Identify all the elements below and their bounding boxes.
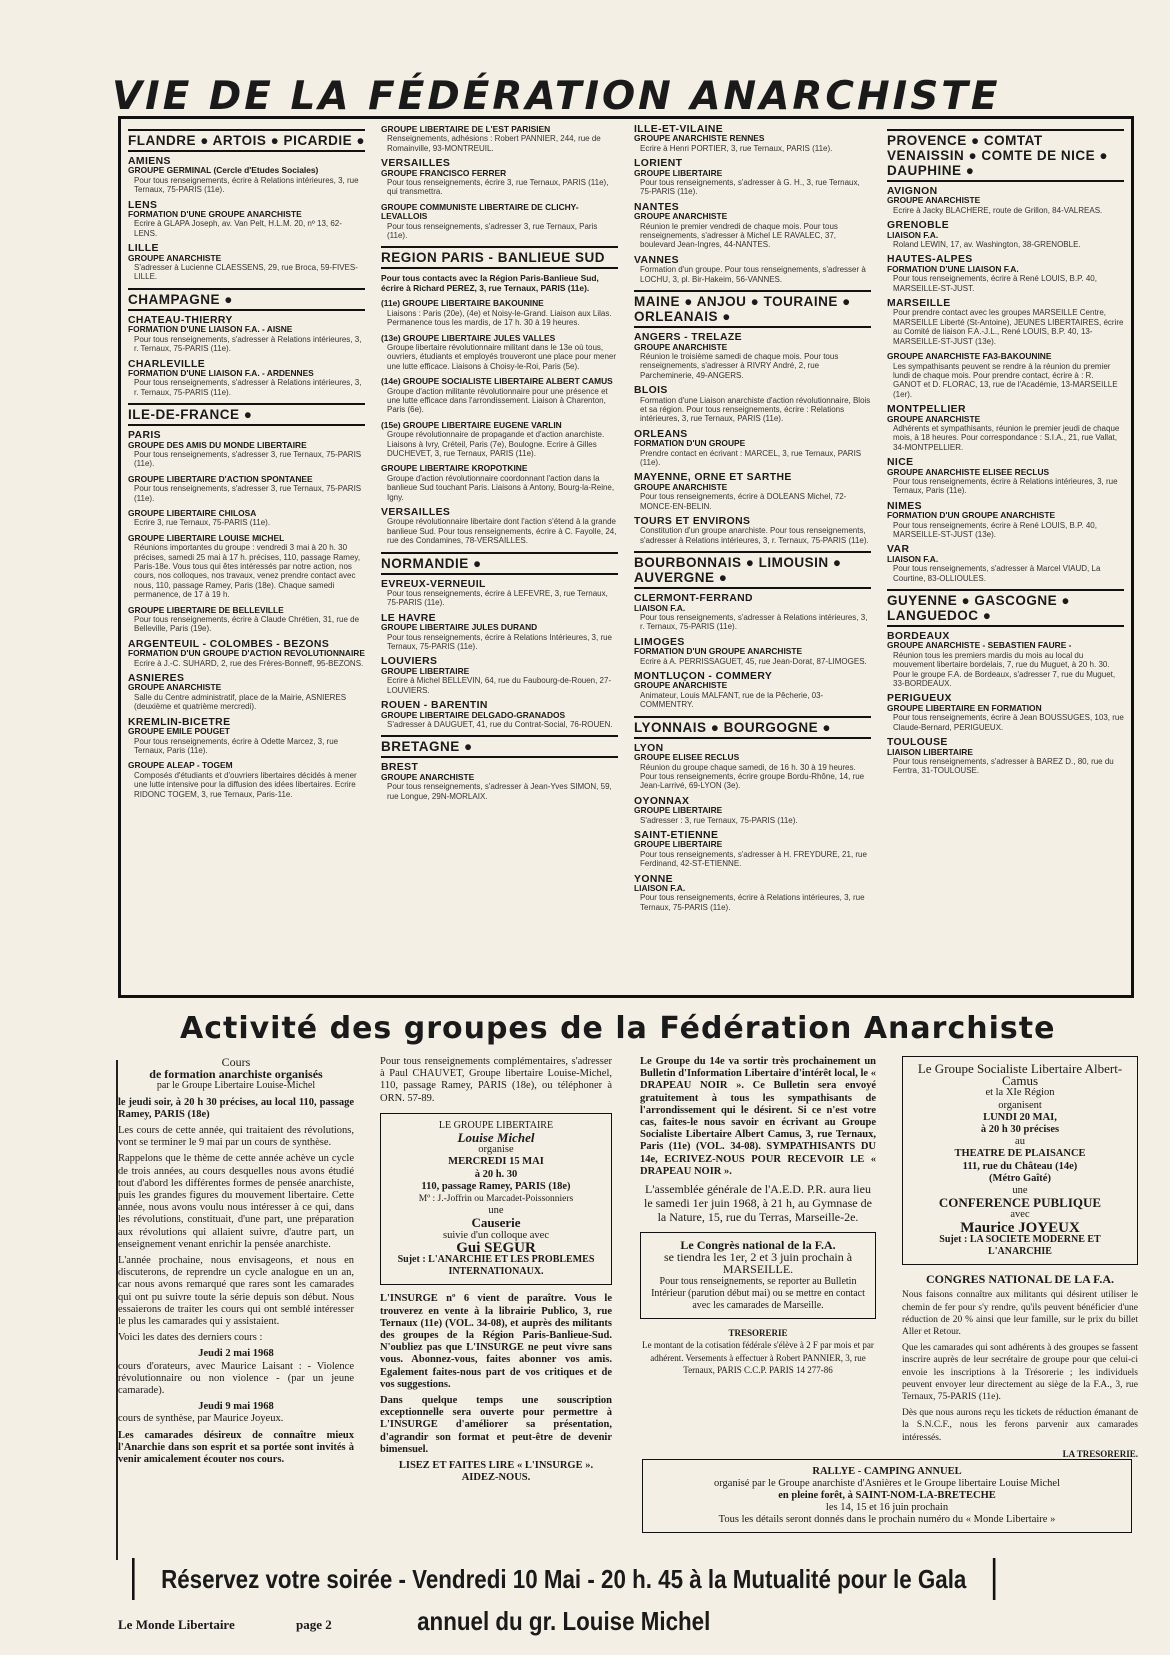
box-line: au (1015, 1136, 1025, 1148)
entry-text: Pour tous renseignements, écrire à Relations Intérieures, 3, rue Ternaux, 75-PARIS (11e). (387, 632, 613, 652)
course-organizer: par le Groupe Libertaire Louise-Michel (156, 1080, 316, 1092)
box-line: Louise Michel (457, 1130, 535, 1146)
entry-text: Groupe révolutionnaire de propagande et d'action anarchiste. Liaisons à Ivry, Créteil, Paris (7e), Boulogne. Ecrire à Gilles DUCHEVET, 3, rue Ternaux, PARIS (11e). (387, 430, 605, 458)
directory-entry (634, 672, 871, 710)
box-line: CONFERENCE PUBLIQUE (938, 1195, 1102, 1211)
entry-group: GROUPE LIBERTAIRE DELGADO-GRANADOS (381, 709, 566, 720)
entry-text: Groupe d'action révolutionnaire coordonnant l'action dans la banlieue Sud touchant Paris. Liaisons à Antony, Bourg-la-Reine, Igny. (387, 473, 615, 502)
drapeau-noir-paragraph: Le Groupe du 14e va sortir très prochainement un Bulletin d'Information Libertaire d'intérêt local, le « DRAPEAU NOIR ». Ce Bulletin sera envoyé gratuitement à tous les sympathisants de l'arrondissement qui le désirent. Si ce n'est votre cas, faites-le nous savoir en écrivant au Groupe Socialiste Libertaire Albert Camus, 3, rue Ternaux, Paris (11e) (VOL. 34-08). SYMPATHISANTS DU 14e, ECRIVEZ-NOUS POUR RECEVOIR LE « DRAPEAU NOIR ». (640, 1056, 876, 1177)
entry-group: GROUPE ELISEE RECLUS (634, 752, 740, 763)
entry-group: LIAISON F.A. (887, 553, 939, 564)
assembly-paragraph: L'assemblée générale de l'A.E.D. P.R. aura lieu le samedi 1er juin 1968, à 21 h, au Gymnase de la Nature, 15, rue du Terras, Marseille-2e. (644, 1182, 872, 1225)
entry-city: LOUVIERS (381, 656, 438, 668)
box-line: Le Congrès national de la F.A. (680, 1238, 836, 1253)
directory-entry (128, 761, 365, 799)
box-line: se tiendra les 1er, 2 et 3 juin prochain à MARSEILLE. (663, 1250, 853, 1277)
activity-title: Activité des groupes de la Fédération Anarchiste (180, 1011, 1056, 1046)
entry-group: (13e) GROUPE LIBERTAIRE JULES VALLES (381, 332, 556, 343)
activity-column-4 (902, 1056, 1138, 1460)
entry-city: AMIENS (128, 156, 171, 167)
entry-text: Pour tous renseignements, écrire à LEFEVRE, 3, rue Ternaux, 75-PARIS (11e). (387, 589, 608, 608)
directory-entry (634, 797, 871, 825)
rallye-line: RALLYE - CAMPING ANNUEL (812, 1466, 962, 1477)
directory-entry (887, 738, 1124, 776)
box-line: organise (478, 1144, 514, 1156)
box-line: à 20 h. 30 (474, 1168, 518, 1180)
treasury-signature: LA TRESORERIE. (1062, 1448, 1138, 1459)
entry-text: Pour tous renseignements, s'adresser 3, rue Ternaux, Paris (11e). (387, 221, 598, 241)
entry-city: ANGERS - TRELAZE (634, 332, 742, 344)
entry-group: GROUPE LIBERTAIRE (381, 665, 470, 676)
directory-entry (128, 244, 365, 282)
box-line: Pour tous renseignements, se reporter au Bulletin Intérieur (parution début mai) ou se mettre en contact avec les camarades de Marseille. (651, 1275, 865, 1312)
directory-entry (634, 517, 871, 545)
box-line: Sujet : LA SOCIETE MODERNE ET L'ANARCHIE (939, 1233, 1101, 1258)
entry-text: Pour tous renseignements, écrire à Relations intérieures, 3, rue Ternaux, 75-PARIS (11e). (134, 175, 359, 195)
entry-text: Réunion tous les premiers mardis du mois au local du mouvement libertaire bordelais, 7, rue du Muguet, à 20 h. 30. Pour le groupe F.A. de Bordeaux, s'adresser 7, rue du Muguet, 33-BORDEAUX. (893, 650, 1116, 689)
box-line: organisent (998, 1099, 1042, 1111)
directory-entry (128, 674, 365, 712)
box-line: suivie d'un colloque avec (443, 1229, 549, 1241)
region-heading: NORMANDIE ● (381, 552, 618, 575)
entry-text: Ecrire à Michel BELLEVIN, 64, rue du Faubourg-de-Rouen, 27-LOUVIERS. (387, 676, 612, 695)
entry-text: Ecrire 3, rue Ternaux, 75-PARIS (11e). (134, 518, 271, 528)
entry-text: Pour tous renseignements, écrire à René LOUIS, B.P. 40, MARSEILLE-ST-JUST (13e). (893, 520, 1097, 539)
congress-paragraph: Nous faisons connaître aux militants qui désirent utiliser le chemin de fer pour s'y rendre, qu'ils peuvent bénéficier d'une réduction de 20 % ainsi que leur famille, sur le prix du billet Aller et Retour. (902, 1290, 1138, 1338)
entry-group: GROUPE LIBERTAIRE LOUISE MICHEL (128, 532, 285, 543)
directory-entry (128, 534, 365, 600)
directory-entry (381, 657, 618, 695)
entry-group: GROUPE LIBERTAIRE D'ACTION SPONTANEE (128, 473, 313, 484)
course-paragraph: Voici les dates des derniers cours : (118, 1332, 263, 1344)
directory-entry (128, 606, 365, 634)
entry-city: YONNE (634, 873, 673, 885)
box-line: 110, passage Ramey, PARIS (18e) (421, 1180, 571, 1192)
entry-group: GROUPE LIBERTAIRE DE BELLEVILLE (128, 604, 284, 615)
entry-text: Prendre contact en écrivant : MARCEL, 3, rue Ternaux, PARIS (11e). (640, 448, 862, 467)
directory-entry (634, 831, 871, 869)
directory-entry (128, 316, 365, 354)
entry-group: FORMATION D'UNE LIAISON F.A. - ARDENNES (128, 367, 314, 378)
entry-text: Pour tous renseignements, s'adresser 3, rue Ternaux, 75-PARIS (11e). (134, 484, 362, 503)
directory-entry (381, 125, 618, 153)
gala-banner: Réservez votre soirée - Vendredi 10 Mai - 20 h. 45 à la Mutualité pour le Gala annuel du gr. Louise Michel (132, 1558, 995, 1600)
directory-entry (381, 203, 618, 241)
entry-city: CHATEAU-THIERRY (128, 314, 233, 326)
region-heading: ILE-DE-FRANCE ● (128, 403, 365, 426)
entry-text: Pour tous renseignements, écrire à Relations intérieures, 3, rue Ternaux, Paris (11e). (893, 476, 1118, 496)
entry-city: BLOIS (634, 385, 668, 397)
entry-city: ILLE-ET-VILAINE (634, 124, 724, 135)
entry-text: Les sympathisants peuvent se rendre à la réunion du premier lundi de chaque mois. Pour prendre contact, écrire à : R. GANOT et D. FLORAC, 13, rue de l'Académie, 13-MARSEILLE (1er). (893, 361, 1118, 399)
entry-city: LORIENT (634, 158, 683, 170)
directory-entry (381, 508, 618, 546)
speaker-name: Maurice JOYEUX (960, 1219, 1080, 1236)
box-line: une (488, 1205, 504, 1217)
directory-entry (381, 421, 618, 459)
entry-text: Pour tous renseignements, s'adresser à Relations intérieures, 3, r. Ternaux, 75-PARIS (11e). (134, 378, 362, 397)
region-heading: BRETAGNE ● (381, 735, 618, 758)
entry-group: GROUPE ANARCHISTE FA3-BAKOUNINE (887, 351, 1052, 362)
federation-directory (118, 116, 1134, 998)
directory-entry (381, 334, 618, 372)
course-date: Jeudi 9 mai 1968 (198, 1401, 274, 1413)
speaker-name: Gui SEGUR (456, 1239, 536, 1256)
entry-text: Pour tous renseignements, écrire à DOLEANS Michel, 72-MONCE-EN-BELIN. (640, 492, 847, 511)
entry-group: LIAISON F.A. (634, 882, 686, 893)
entry-text: Roland LEWIN, 17, av. Washington, 38-GRENOBLE. (893, 240, 1081, 250)
region-heading: GUYENNE ● GASCOGNE ● LANGUEDOC ● (887, 589, 1124, 627)
entry-group: GROUPE LIBERTAIRE EN FORMATION (887, 702, 1042, 713)
insurge-paragraph: Dans quelque temps une souscription exceptionnelle sera ouverte pour permettre à L'INSURGE d'améliorer sa présentation, d'agrandir son format et peut-être de devenir bimensuel. (380, 1395, 612, 1455)
directory-entry (381, 464, 618, 502)
entry-group: GROUPE ANARCHISTE (887, 195, 981, 206)
entry-group: (15e) GROUPE LIBERTAIRE EUGENE VARLIN (381, 419, 562, 430)
treasury-heading: TRESORERIE (728, 1328, 788, 1339)
region-heading: PROVENCE ● COMTAT VENAISSIN ● COMTE DE NICE ● DAUPHINE ● (887, 129, 1124, 182)
entry-text: Pour tous renseignements, s'adresser à Marcel VIAUD, La Courtine, 83-OLLIOULES. (893, 564, 1101, 583)
entry-city: LIMOGES (634, 636, 685, 648)
box-line: Sujet : L'ANARCHIE ET LES PROBLEMES INTERNATIONAUX. (397, 1254, 595, 1278)
entry-city: NICE (887, 457, 914, 469)
entry-text: Adhérents et sympathisants, réunion le premier jeudi de chaque mois, à 18 heures. Pour correspondance : S.I.A., 21, rue Vallat, 34-MONTPELLIER. (893, 423, 1120, 452)
entry-text: Ecrire à Jacky BLACHERE, route de Grillon, 84-VALREAS. (893, 205, 1103, 215)
rallye-box (642, 1459, 1132, 1533)
entry-group: (14e) GROUPE SOCIALISTE LIBERTAIRE ALBERT CAMUS (381, 376, 613, 387)
entry-group: GROUPE ANARCHISTE (634, 481, 728, 492)
entry-text: Réunion du groupe chaque samedi, de 16 h. 30 à 19 heures. Pour tous renseignements, écrire groupe Bordu-Rhône, 14, rue Jean-Larrivé, 69-LYON (3e). (640, 762, 865, 791)
entry-city: ARGENTEUIL - COLOMBES - BEZONS (128, 638, 330, 650)
directory-entry (634, 744, 871, 791)
directory-entry (634, 256, 871, 284)
entry-city: PARIS (128, 430, 161, 442)
activity-column-2 (380, 1056, 612, 1489)
entry-text: Renseignements, adhésions : Robert PANNIER, 244, rue de Romainville, 93-MONTREUIL. (387, 134, 601, 153)
entry-city: NIMES (887, 500, 922, 512)
entry-text: Ecrire à GLAPA Joseph, av. Van Pelt, H.L.M. 20, nº 13, 62-LENS. (134, 219, 342, 238)
course-schedule: le jeudi soir, à 20 h 30 précises, au local 110, passage Ramey, PARIS (18e) (118, 1096, 354, 1120)
entry-city: TOULOUSE (887, 737, 948, 749)
entry-text: Ecrire à A. PERRISSAGUET, 45, rue Jean-Dorat, 87-LIMOGES. (640, 656, 867, 666)
entry-group: GROUPE LIBERTAIRE (634, 839, 723, 850)
directory-entry (887, 632, 1124, 688)
entry-group: GROUPE ANARCHISTE (128, 682, 222, 693)
entry-text: Réunions importantes du groupe : vendredi 3 mai à 20 h. 30 précises, samedi 25 mai à 17 h. précises, 110, passage Ramey, Paris-18e. Vous tous qui êtes intéressés par notre action, nos cours, nos colloques, nos travaux, venez prendre contact avec nous, 110, passage Ramey, Paris (18e). Chaque samedi permanence, de 17 à 19 h. (134, 543, 361, 600)
course-paragraph: Les cours de cette année, qui traitaient des révolutions, vont se terminer le 9 mai par un cours de synthèse. (118, 1125, 354, 1149)
entry-city: LILLE (128, 243, 159, 255)
directory-entry (887, 299, 1124, 346)
newspaper-name: Le Monde Libertaire (118, 1617, 235, 1632)
entry-group: GROUPE LIBERTAIRE DE L'EST PARISIEN (381, 124, 551, 134)
rallye-line: organisé par le Groupe anarchiste d'Asnières et le Groupe libertaire Louise Michel (713, 1478, 1061, 1489)
entry-city: LE HAVRE (381, 612, 436, 624)
congress-paragraph: Dès que nous aurons reçu les tickets de réduction émanant de la S.N.C.F., nous les ferons parvenir aux camarades intéressés. (902, 1408, 1138, 1443)
entry-city: VAR (887, 544, 910, 556)
entry-text: Ecrire à Henri PORTIER, 3, rue Ternaux, PARIS (11e). (640, 143, 833, 153)
directory-entry (634, 125, 871, 153)
rallye-line: Tous les détails seront donnés dans le prochain numéro du « Monde Libertaire » (718, 1514, 1056, 1525)
entry-text: Formation d'une Liaison anarchiste d'action révolutionnaire, Blois et sa région. Pour tous renseignements, écrire : Relations intérieures, 3, rue Ternaux, PARIS (11e). (640, 395, 871, 424)
entry-group: GROUPE ANARCHISTE ELISEE RECLUS (887, 466, 1050, 477)
region-heading: MAINE ● ANJOU ● TOURAINE ● ORLEANAIS ● (634, 290, 871, 328)
entry-city: MONTLUÇON - COMMERY (634, 671, 773, 683)
entry-text: Pour tous renseignements, écrire 3, rue Ternaux, PARIS (11e), qui transmettra. (387, 178, 609, 197)
directory-entry (887, 255, 1124, 293)
directory-column-2 (381, 125, 618, 807)
entry-text: S'adresser : 3, rue Ternaux, 75-PARIS (11e). (640, 815, 798, 825)
entry-city: NANTES (634, 201, 680, 213)
entry-group: LIAISON F.A. (887, 229, 939, 240)
entry-text: Pour tous renseignements, écrire à Odette Marcez, 3, rue Ternaux, Paris (11e). (134, 736, 339, 755)
entry-group: FORMATION D'UN GROUPE (634, 438, 746, 449)
entry-group: FORMATION D'UNE LIAISON F.A. (887, 263, 1019, 274)
entry-city: ROUEN - BARENTIN (381, 700, 488, 712)
directory-entry (887, 352, 1124, 399)
directory-entry (381, 580, 618, 608)
directory-entry (634, 159, 871, 197)
entry-city: VANNES (634, 254, 679, 266)
box-line: THEATRE DE PLAISANCE (954, 1148, 1086, 1160)
box-line: avec (1010, 1209, 1030, 1221)
entry-group: FORMATION D'UN GROUPE ANARCHISTE (887, 510, 1056, 521)
box-line: Le Groupe Socialiste Libertaire Albert-Camus (917, 1061, 1123, 1089)
rallye-line: les 14, 15 et 16 juin prochain (825, 1502, 949, 1513)
entry-group: GROUPE ANARCHISTE (381, 771, 475, 782)
entry-text: Animateur, Louis MALFANT, rue de la Pêcherie, 03-COMMENTRY. (640, 690, 824, 710)
entry-text: Pour tous renseignements, écrire à René LOUIS, B.P. 40, MARSEILLE-ST-JUST. (893, 274, 1097, 293)
course-subheading: de formation anarchiste organisés (149, 1067, 323, 1082)
directory-column-4 (887, 125, 1124, 782)
entry-group: GROUPE DES AMIS DU MONDE LIBERTAIRE (128, 439, 307, 450)
entry-text: Pour tous renseignements, s'adresser à BAREZ D., 80, rue du Ferrtra, 31-TOULOUSE. (893, 756, 1114, 776)
treasury-paragraph: Le montant de la cotisation fédérale s'élève à 2 F par mois et par adhérent. Versements à effectuer à Robert PANNIER, 3, rue Ternaux, PARIS C.C.P. PARIS 14 277-86 (642, 1340, 874, 1375)
course-date-text: cours de synthèse, par Maurice Joyeux. (118, 1413, 284, 1425)
box-line: Mº : J.-Joffrin ou Marcadet-Poissonniers (418, 1194, 574, 1205)
directory-entry (634, 594, 871, 632)
entry-city: BREST (381, 762, 419, 774)
box-line: MERCREDI 15 MAI (448, 1156, 544, 1168)
directory-entry (381, 274, 618, 293)
directory-entry (128, 360, 365, 398)
directory-entry (128, 475, 365, 503)
entry-city: VERSAILLES (381, 507, 451, 518)
directory-column-1 (128, 125, 365, 805)
entry-group: GROUPE FRANCISCO FERRER (381, 167, 507, 178)
page-number: page 2 (296, 1617, 332, 1632)
entry-group: GROUPE ANARCHISTE (634, 680, 728, 691)
directory-entry (887, 187, 1124, 215)
region-heading: LYONNAIS ● BOURGOGNE ● (634, 716, 871, 739)
entry-group: GROUPE LIBERTAIRE (634, 167, 723, 178)
entry-text: Groupe révolutionnaire libertaire dont l'action s'étend à la grande banlieue Sud. Pour tous renseignements, écrire à C. Fayolle, 24, rue des Condamines, 78-VERSAILLES. (387, 517, 617, 546)
entry-group: Pour tous contacts avec la Région Paris-Banlieue Sud, écrire à Richard PEREZ, 3, rue Ternaux, PARIS (11e). (381, 273, 599, 293)
directory-entry (634, 386, 871, 424)
directory-entry (634, 473, 871, 511)
entry-group: GROUPE ANARCHISTE (634, 341, 728, 352)
entry-text: Pour tous renseignements, s'adresser à Jean-Yves SIMON, 59, rue Longue, 29N-MORLAIX. (387, 782, 612, 801)
region-heading: CHAMPAGNE ● (128, 288, 365, 311)
directory-entry (381, 614, 618, 652)
directory-entry (128, 718, 365, 756)
congress-paragraph: Que les camarades qui sont adhérents à des groupes se fassent inscrire auprès de leur secrétaire de groupe pour que celui-ci envoie les inscriptions à la Trésorerie ; les individuels peuvent envoyer leur directement au siège de la F.A., 3, rue Ternaux, 75-PARIS (11e). (902, 1343, 1138, 1403)
conference-box (902, 1056, 1138, 1265)
entry-text: Pour tous renseignements, s'adresser à H. FREYDURE, 21, rue Ferdinand, 42-ST-ETIENNE. (640, 849, 867, 869)
box-line: une (1012, 1185, 1028, 1197)
entry-text: Formation d'un groupe. Pour tous renseignements, s'adresser à LOCHU, 3, pl. Bir-Hakeim, 56-VANNES. (640, 265, 866, 284)
directory-entry (634, 333, 871, 380)
entry-text: S'adresser à Lucienne CLAESSENS, 29, rue Broca, 59-FIVES-LILLE. (134, 263, 358, 282)
box-line: (Métro Gaîté) (989, 1172, 1051, 1184)
course-heading: Cours (221, 1055, 251, 1069)
entry-group: FORMATION D'UN GROUPE D'ACTION REVOLUTIONNAIRE (128, 648, 365, 659)
entry-text: Pour tous renseignements, s'adresser à Relations intérieures, 3, r. Ternaux, 75-PARIS (11e). (134, 334, 362, 354)
page-masthead: VIE DE LA FÉDÉRATION ANARCHISTE (112, 74, 1001, 119)
entry-text: Pour tous renseignements, écrire à Claude Chrétien, 31, rue de Belleville, Paris (19e). (134, 615, 360, 634)
box-line: LUNDI 20 MAI, (983, 1111, 1057, 1123)
directory-entry (128, 431, 365, 469)
directory-entry (634, 875, 871, 913)
insurge-paragraph: L'INSURGE nº 6 vient de paraître. Vous le trouverez en vente à la librairie Publico, 3, rue Ternaux (11e) (VOL. 34-08), et auprès des militants des groupes de la Région Paris-Banlieue-Sud. N'oubliez pas que L'INSURGE ne peut vivre sans vous. Abonnez-vous, faites abonner vos amis. Egalement faites-nous part de vos critiques et de vos suggestions. (380, 1293, 612, 1390)
entry-text: Ecrire à J.-C. SUHARD, 2, rue des Frères-Bonneff, 95-BEZONS. (134, 658, 364, 668)
entry-text: Groupe d'action militante révolutionnaire pour une présence et une lutte efficace dans l'arrondissement. Liaison à Charenton, Paris (6e). (387, 386, 608, 415)
directory-entry (381, 763, 618, 801)
entry-text: Pour tous renseignements, s'adresser à Relations intérieures, 3, r. Ternaux, 75-PARIS (11e). (640, 613, 868, 632)
entry-city: KREMLIN-BICETRE (128, 716, 231, 728)
directory-entry (128, 640, 365, 668)
box-line: LE GROUPE LIBERTAIRE (438, 1119, 554, 1131)
entry-text: Pour tous renseignements, s'adresser à G. H., 3, rue Ternaux, 75-PARIS (11e). (640, 178, 860, 197)
entry-city: ASNIERES (128, 673, 185, 685)
entry-text: Salle du Centre administratif, place de la Mairie, ASNIERES (deuxième et quatrième mercredi). (134, 692, 347, 712)
entry-group: GROUPE LIBERTAIRE (634, 805, 723, 816)
entry-text: Pour tous renseignements, écrire à Relations intérieures, 3, rue Ternaux, 75-PARIS (11e). (640, 893, 865, 912)
directory-entry (128, 157, 365, 195)
directory-entry (634, 638, 871, 666)
entry-city: MAYENNE, ORNE ET SARTHE (634, 472, 792, 484)
entry-city: CHARLEVILLE (128, 358, 206, 370)
box-line: et la XIe Région (985, 1087, 1055, 1099)
directory-entry (887, 545, 1124, 583)
entry-city: SAINT-ETIENNE (634, 829, 719, 841)
directory-entry (381, 159, 618, 197)
entry-group: FORMATION D'UN GROUPE ANARCHISTE (634, 646, 803, 657)
entry-text: Constitution d'un groupe anarchiste. Pour tous renseignements, s'adresser à Relations intérieures, 3, r. Ternaux, 75-PARIS (11e). (640, 526, 869, 545)
entry-group: GROUPE ANARCHISTE (887, 413, 981, 424)
entry-city: LENS (128, 199, 158, 211)
entry-group: GROUPE GERMINAL (Cercle d'Etudes Sociales) (128, 165, 319, 176)
entry-group: FORMATION D'UNE LIAISON F.A. - AISNE (128, 324, 293, 335)
entry-group: GROUPE LIBERTAIRE JULES DURAND (381, 622, 538, 633)
directory-entry (128, 509, 365, 528)
course-paragraph: Rappelons que le thème de cette année achève un cycle de trois années, au cours desquelles nous avons étudié tout d'abord les différentes formes de pensée anarchiste, puis les grandes figures du mouvement libertaire. Cette année, nous avons voulu nous intéresser à ce qui, dans les révolutions, constituait, d'une part, une préparation aux révolutions qui allaient suivre, d'autre part, un enseignement venant enrichir la pensée anarchiste. (118, 1153, 354, 1250)
entry-group: LIAISON F.A. (634, 602, 686, 613)
entry-group: GROUPE ANARCHISTE (128, 252, 222, 263)
entry-city: VERSAILLES (381, 158, 451, 170)
entry-group: GROUPE EMILE POUGET (128, 726, 230, 737)
entry-city: PERIGUEUX (887, 693, 952, 705)
congress-box (640, 1232, 876, 1319)
directory-entry (887, 405, 1124, 452)
directory-entry (381, 299, 618, 327)
entry-group: GROUPE ANARCHISTE - SEBASTIEN FAURE - (887, 640, 1072, 651)
directory-entry (634, 203, 871, 250)
entry-group: LIAISON LIBERTAIRE (887, 746, 973, 757)
entry-city: EVREUX-VERNEUIL (381, 578, 486, 590)
entry-text: Pour tous renseignements, s'adresser 3, rue Ternaux, 75-PARIS (11e). (134, 449, 362, 469)
entry-group: FORMATION D'UNE GROUPE ANARCHISTE (128, 209, 302, 220)
directory-entry (887, 694, 1124, 732)
entry-text: Réunion le premier vendredi de chaque mois. Pour tous renseignements, s'adresser à Michel LE RAVALEC, 37, boulevard Jean-Ingres, 44-NANTES. (640, 221, 838, 250)
entry-city: LYON (634, 742, 664, 754)
directory-entry (887, 221, 1124, 249)
course-date-text: cours d'orateurs, avec Maurice Laisant : - Violence révolutionnaire ou non violence - (par un jeune camarade). (118, 1360, 354, 1397)
entry-group: GROUPE ANARCHISTE RENNES (634, 133, 765, 144)
entry-text: Composés d'étudiants et d'ouvriers libertaires décidés à mener une lutte intensive pour la diffusion des idées libertaires. Ecrire RIDONC TOGEM, 3, rue Ternaux, Paris-11e. (134, 770, 357, 799)
entry-city: GRENOBLE (887, 220, 950, 232)
box-line: 111, rue du Château (14e) (962, 1160, 1078, 1172)
entry-group: GROUPE ALEAP - TOGEM (128, 760, 233, 771)
entry-group: GROUPE LIBERTAIRE CHILOSA (128, 507, 257, 518)
directory-entry (887, 458, 1124, 496)
course-paragraph: L'année prochaine, nous envisageons, et nous en discuterons, de reprendre un cycle analogue en un an, car nous avons remarqué que rares sont les camarades qui ont pu suivre toute la série depuis son début. Nous essaierons de traiter les cours qui ont semblé intéresser le plus les camarades qui y assistaient. (118, 1255, 354, 1328)
box-line: à 20 h 30 précises (980, 1124, 1060, 1136)
entry-city: OYONNAX (634, 795, 690, 807)
directory-entry (887, 502, 1124, 540)
box-line: Causerie (471, 1215, 521, 1231)
entry-city: CLERMONT-FERRAND (634, 593, 753, 605)
directory-entry (381, 377, 618, 415)
course-date: Jeudi 2 mai 1968 (198, 1348, 274, 1360)
entry-city: HAUTES-ALPES (887, 254, 973, 266)
entry-text: S'adresser à DAUGUET, 41, rue du Contrat-Social, 76-ROUEN. (387, 719, 613, 729)
causerie-box (380, 1113, 612, 1286)
entry-city: TOURS ET ENVIRONS (634, 516, 751, 527)
directory-entry (634, 430, 871, 468)
directory-entry (128, 201, 365, 239)
insurge-paragraph: LISEZ ET FAITES LIRE « L'INSURGE ». AIDEZ-NOUS. (398, 1460, 594, 1484)
contact-paragraph: Pour tous renseignements complémentaires, s'adresser à Paul CHAUVET, Groupe libertaire Louise-Michel, 110, passage Ramey, PARIS (18e), ou téléphoner à ORN. 57-89. (380, 1056, 612, 1104)
entry-city: ORLEANS (634, 428, 688, 440)
region-heading: REGION PARIS - BANLIEUE SUD (381, 246, 618, 269)
entry-city: AVIGNON (887, 186, 938, 197)
rallye-line: en pleine forêt, à SAINT-NOM-LA-BRETECHE (778, 1490, 996, 1501)
entry-group: GROUPE ANARCHISTE (634, 211, 728, 222)
region-heading: FLANDRE ● ARTOIS ● PICARDIE ● (128, 129, 365, 152)
entry-city: MARSEILLE (887, 298, 951, 310)
entry-text: Liaisons : Paris (20e), (4e) et Noisy-le-Grand. Liaison aux Lilas. Permanence tous les mardis, de 17 h. 30 à 19 heures. (387, 308, 612, 328)
entry-city: BORDEAUX (887, 631, 950, 643)
directory-column-3 (634, 125, 871, 918)
activity-column-3 (640, 1056, 876, 1380)
entry-text: Pour prendre contact avec les groupes MARSEILLE Centre, MARSEILLE Liberté (St-Antoine), JEUNES LIBERTAIRES, écrire au Comité de liaison F.A.-J.L., René LOUIS, B.P. 40, 13-MARSEILLE-ST-JUST (13e). (893, 308, 1124, 346)
entry-city: MONTPELLIER (887, 404, 966, 416)
congress-heading: CONGRES NATIONAL DE LA F.A. (925, 1272, 1115, 1287)
entry-group: GROUPE COMMUNISTE LIBERTAIRE DE CLICHY-LEVALLOIS (381, 201, 579, 222)
activity-column-1 (118, 1056, 354, 1470)
region-heading: BOURBONNAIS ● LIMOUSIN ● AUVERGNE ● (634, 551, 871, 589)
entry-group: GROUPE LIBERTAIRE KROPOTKINE (381, 463, 528, 474)
entry-group: (11e) GROUPE LIBERTAIRE BAKOUNINE (381, 298, 544, 309)
course-paragraph: Les camarades désireux de connaître mieux l'Anarchie dans son esprit et sa portée sont invités à venir amicalement écouter nos cours. (118, 1429, 354, 1466)
entry-text: Groupe libertaire révolutionnaire militant dans le 13e où tous, ouvriers, étudiants et employés trouveront une place pour mener une lutte efficace. Liaisons à Choisy-le-Roi, Paris (5e). (387, 342, 617, 371)
directory-entry (381, 701, 618, 729)
entry-text: Réunion le troisième samedi de chaque mois. Pour tous renseignements, s'adresser à RIVRY André, 2, rue Parcheminerie, 49-ANGERS. (640, 351, 839, 380)
entry-text: Pour tous renseignements, écrire à Jean BOUSSUGES, 103, rue Claude-Bernard, PERIGUEUX. (893, 713, 1124, 732)
